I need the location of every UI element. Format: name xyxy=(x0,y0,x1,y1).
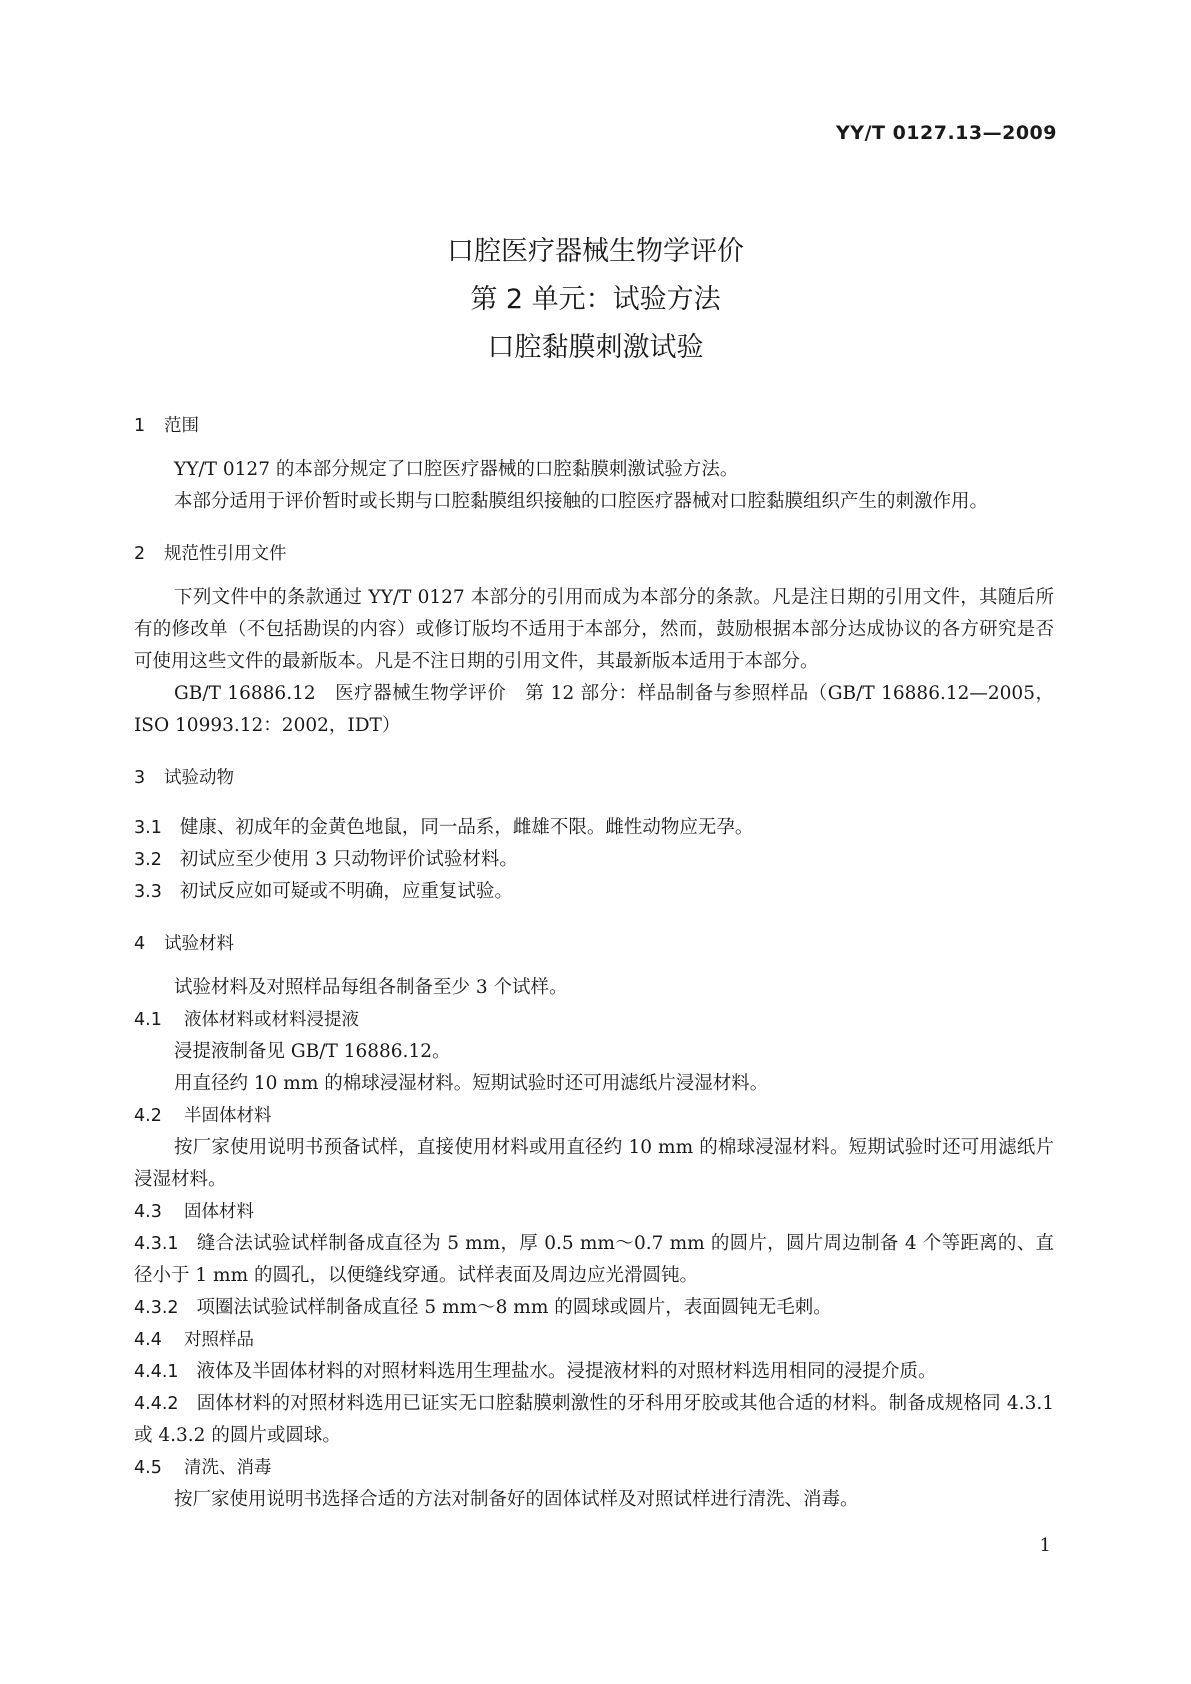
subsection-title: 半固体材料 xyxy=(184,1106,272,1126)
section-number: 1 xyxy=(134,416,146,436)
section-title: 范围 xyxy=(164,416,199,436)
paragraph: 浸提液制备见 GB/T 16886.12。 xyxy=(174,1041,451,1062)
section-2-heading xyxy=(134,540,1054,568)
clause-number: 3.1 xyxy=(134,818,162,838)
subsection-title: 对照样品 xyxy=(184,1330,254,1350)
subsection-4-1-heading xyxy=(134,1004,1054,1036)
paragraph: 按厂家使用说明书预备试样，直接使用材料或用直径约 10 mm 的棉球浸湿材料。短期试验时还可用滤纸片浸湿材料。 xyxy=(134,1137,1054,1190)
clause-number: 4.4.2 xyxy=(134,1394,179,1414)
paragraph: 用直径约 10 mm 的棉球浸湿材料。短期试验时还可用滤纸片浸湿材料。 xyxy=(174,1073,769,1094)
page-number: 1 xyxy=(1039,1535,1051,1556)
paragraph: 下列文件中的条款通过 YY/T 0127 本部分的引用而成为本部分的条款。凡是注日期的引用文件，其随后所有的修改单（不包括勘误的内容）或修订版均不适用于本部分，然而，鼓励根据本部分达成协议的各方研究是否可使用这些文件的最新版本。凡是不注日期的引用文件，其最新版本适用于本部分。 xyxy=(134,587,1054,672)
clause-text: 缝合法试验试样制备成直径为 5 mm，厚 0.5 mm～0.7 mm 的圆片，圆片周边制备 4 个等距离的、直径小于 1 mm 的圆孔，以便缝线穿通。试样表面及周边应光滑圆钝。 xyxy=(134,1233,1054,1286)
title-line-1: 口腔医疗器械生物学评价 xyxy=(447,236,744,267)
subsection-4-4-heading xyxy=(134,1324,1054,1356)
clause-text: 初试应至少使用 3 只动物评价试验材料。 xyxy=(179,849,518,870)
clause xyxy=(134,844,1054,876)
clause-number: 3.3 xyxy=(134,882,162,902)
paragraph: 按厂家使用说明书选择合适的方法对制备好的固体试样及对照试样进行清洗、消毒。 xyxy=(174,1489,859,1510)
clause-number: 4.3.2 xyxy=(134,1298,179,1318)
subsection-number: 4.2 xyxy=(134,1106,162,1126)
clause-text: 项圈法试验试样制备成直径 5 mm～8 mm 的圆球或圆片，表面圆钝无毛刺。 xyxy=(196,1297,832,1318)
clause-number: 4.3.1 xyxy=(134,1234,179,1254)
section-1-heading xyxy=(134,412,1054,440)
clause-text: 初试反应如可疑或不明确，应重复试验。 xyxy=(179,881,513,902)
clause xyxy=(134,1228,1054,1292)
document-body xyxy=(134,412,1054,1516)
document-title xyxy=(0,228,1191,372)
section-title: 试验材料 xyxy=(164,934,234,954)
subsection-number: 4.5 xyxy=(134,1458,162,1478)
clause-text: 固体材料的对照材料选用已证实无口腔黏膜刺激性的牙科用牙胶或其他合适的材料。制备成规格同 4.3.1 或 4.3.2 的圆片或圆球。 xyxy=(134,1393,1054,1446)
section-3-heading xyxy=(134,764,1054,792)
section-number: 2 xyxy=(134,544,146,564)
subsection-number: 4.1 xyxy=(134,1010,162,1030)
clause xyxy=(134,1388,1054,1452)
standard-code: YY/T 0127.13—2009 xyxy=(836,122,1057,144)
reference-entry: GB/T 16886.12 医疗器械生物学评价 第 12 部分：样品制备与参照样品（GB/T 16886.12—2005，ISO 10993.12：2002，IDT） xyxy=(134,683,1054,736)
subsection-title: 清洗、消毒 xyxy=(184,1458,272,1478)
section-number: 3 xyxy=(134,768,146,788)
subsection-title: 液体材料或材料浸提液 xyxy=(184,1010,359,1030)
section-title: 试验动物 xyxy=(164,768,234,788)
section-4-heading xyxy=(134,930,1054,958)
clause-number: 3.2 xyxy=(134,850,162,870)
paragraph: 试验材料及对照样品每组各制备至少 3 个试样。 xyxy=(174,977,568,998)
subsection-number: 4.3 xyxy=(134,1202,162,1222)
subsection-number: 4.4 xyxy=(134,1330,162,1350)
subsection-4-5-heading xyxy=(134,1452,1054,1484)
title-line-3: 口腔黏膜刺激试验 xyxy=(487,332,704,363)
section-number: 4 xyxy=(134,934,146,954)
subsection-4-3-heading xyxy=(134,1196,1054,1228)
clause-text: 健康、初成年的金黄色地鼠，同一品系，雌雄不限。雌性动物应无孕。 xyxy=(179,817,754,838)
clause-number: 4.4.1 xyxy=(134,1362,179,1382)
subsection-title: 固体材料 xyxy=(184,1202,254,1222)
title-line-2: 第 2 单元：试验方法 xyxy=(470,284,721,315)
section-title: 规范性引用文件 xyxy=(164,544,287,564)
clause xyxy=(134,812,1054,844)
clause xyxy=(134,1292,1054,1324)
clause-text: 液体及半固体材料的对照材料选用生理盐水。浸提液材料的对照材料选用相同的浸提介质。 xyxy=(196,1361,937,1382)
paragraph: 本部分适用于评价暂时或长期与口腔黏膜组织接触的口腔医疗器械对口腔黏膜组织产生的刺激作用。 xyxy=(174,491,989,512)
clause xyxy=(134,1356,1054,1388)
clause xyxy=(134,876,1054,908)
paragraph: YY/T 0127 的本部分规定了口腔医疗器械的口腔黏膜刺激试验方法。 xyxy=(174,459,739,480)
subsection-4-2-heading xyxy=(134,1100,1054,1132)
